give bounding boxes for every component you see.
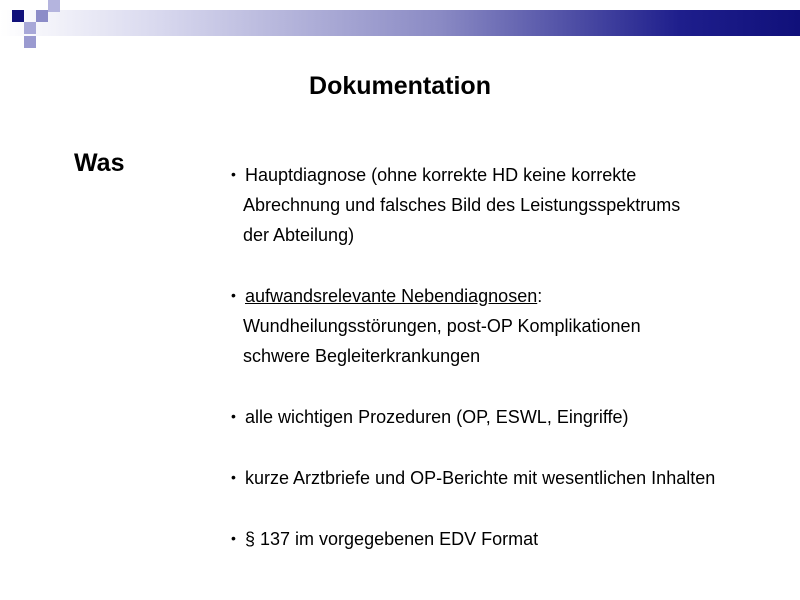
side-label-was: Was <box>74 149 125 177</box>
decor-square-light <box>24 22 36 34</box>
bullet-dot-icon: • <box>231 408 236 424</box>
bullet-text: Abrechnung und falsches Bild des Leistungsspektrums <box>243 195 681 215</box>
decor-square-light <box>48 0 60 12</box>
bullet-dot-icon: • <box>231 166 236 182</box>
bullet-underlined-text: aufwandsrelevante Nebendiagnosen <box>245 286 538 306</box>
slide-title: Dokumentation <box>309 72 491 100</box>
bullet-text: alle wichtigen Prozeduren (OP, ESWL, Eingriffe) <box>245 407 629 427</box>
decor-square-light <box>24 36 36 48</box>
bullet-text: Wundheilungsstörungen, post-OP Komplikationen <box>243 316 641 336</box>
decor-square-light <box>36 10 48 22</box>
bullet-dot-icon: • <box>231 287 236 303</box>
bullet-text: Hauptdiagnose (ohne korrekte HD keine korrekte <box>245 165 637 185</box>
bullet-text: § 137 im vorgegebenen EDV Format <box>245 529 539 549</box>
bullet-item-paragraph-137 <box>231 523 791 554</box>
header-gradient-band <box>0 10 800 36</box>
decor-square-dark <box>12 10 24 22</box>
bullet-text: kurze Arztbriefe und OP-Berichte mit wesentlichen Inhalten <box>245 468 716 488</box>
bullet-item-prozeduren <box>231 401 791 432</box>
bullet-dot-icon: • <box>231 469 236 485</box>
bullet-dot-icon: • <box>231 530 236 546</box>
bullet-text: schwere Begleiterkrankungen <box>243 346 481 366</box>
bullet-text: : <box>537 286 543 306</box>
bullet-text: der Abteilung) <box>243 225 355 245</box>
bullet-item-arztbriefe <box>231 462 791 493</box>
bullet-item-hauptdiagnose <box>231 159 791 250</box>
bullet-item-nebendiagnosen <box>231 280 791 371</box>
bullet-list <box>231 159 791 554</box>
